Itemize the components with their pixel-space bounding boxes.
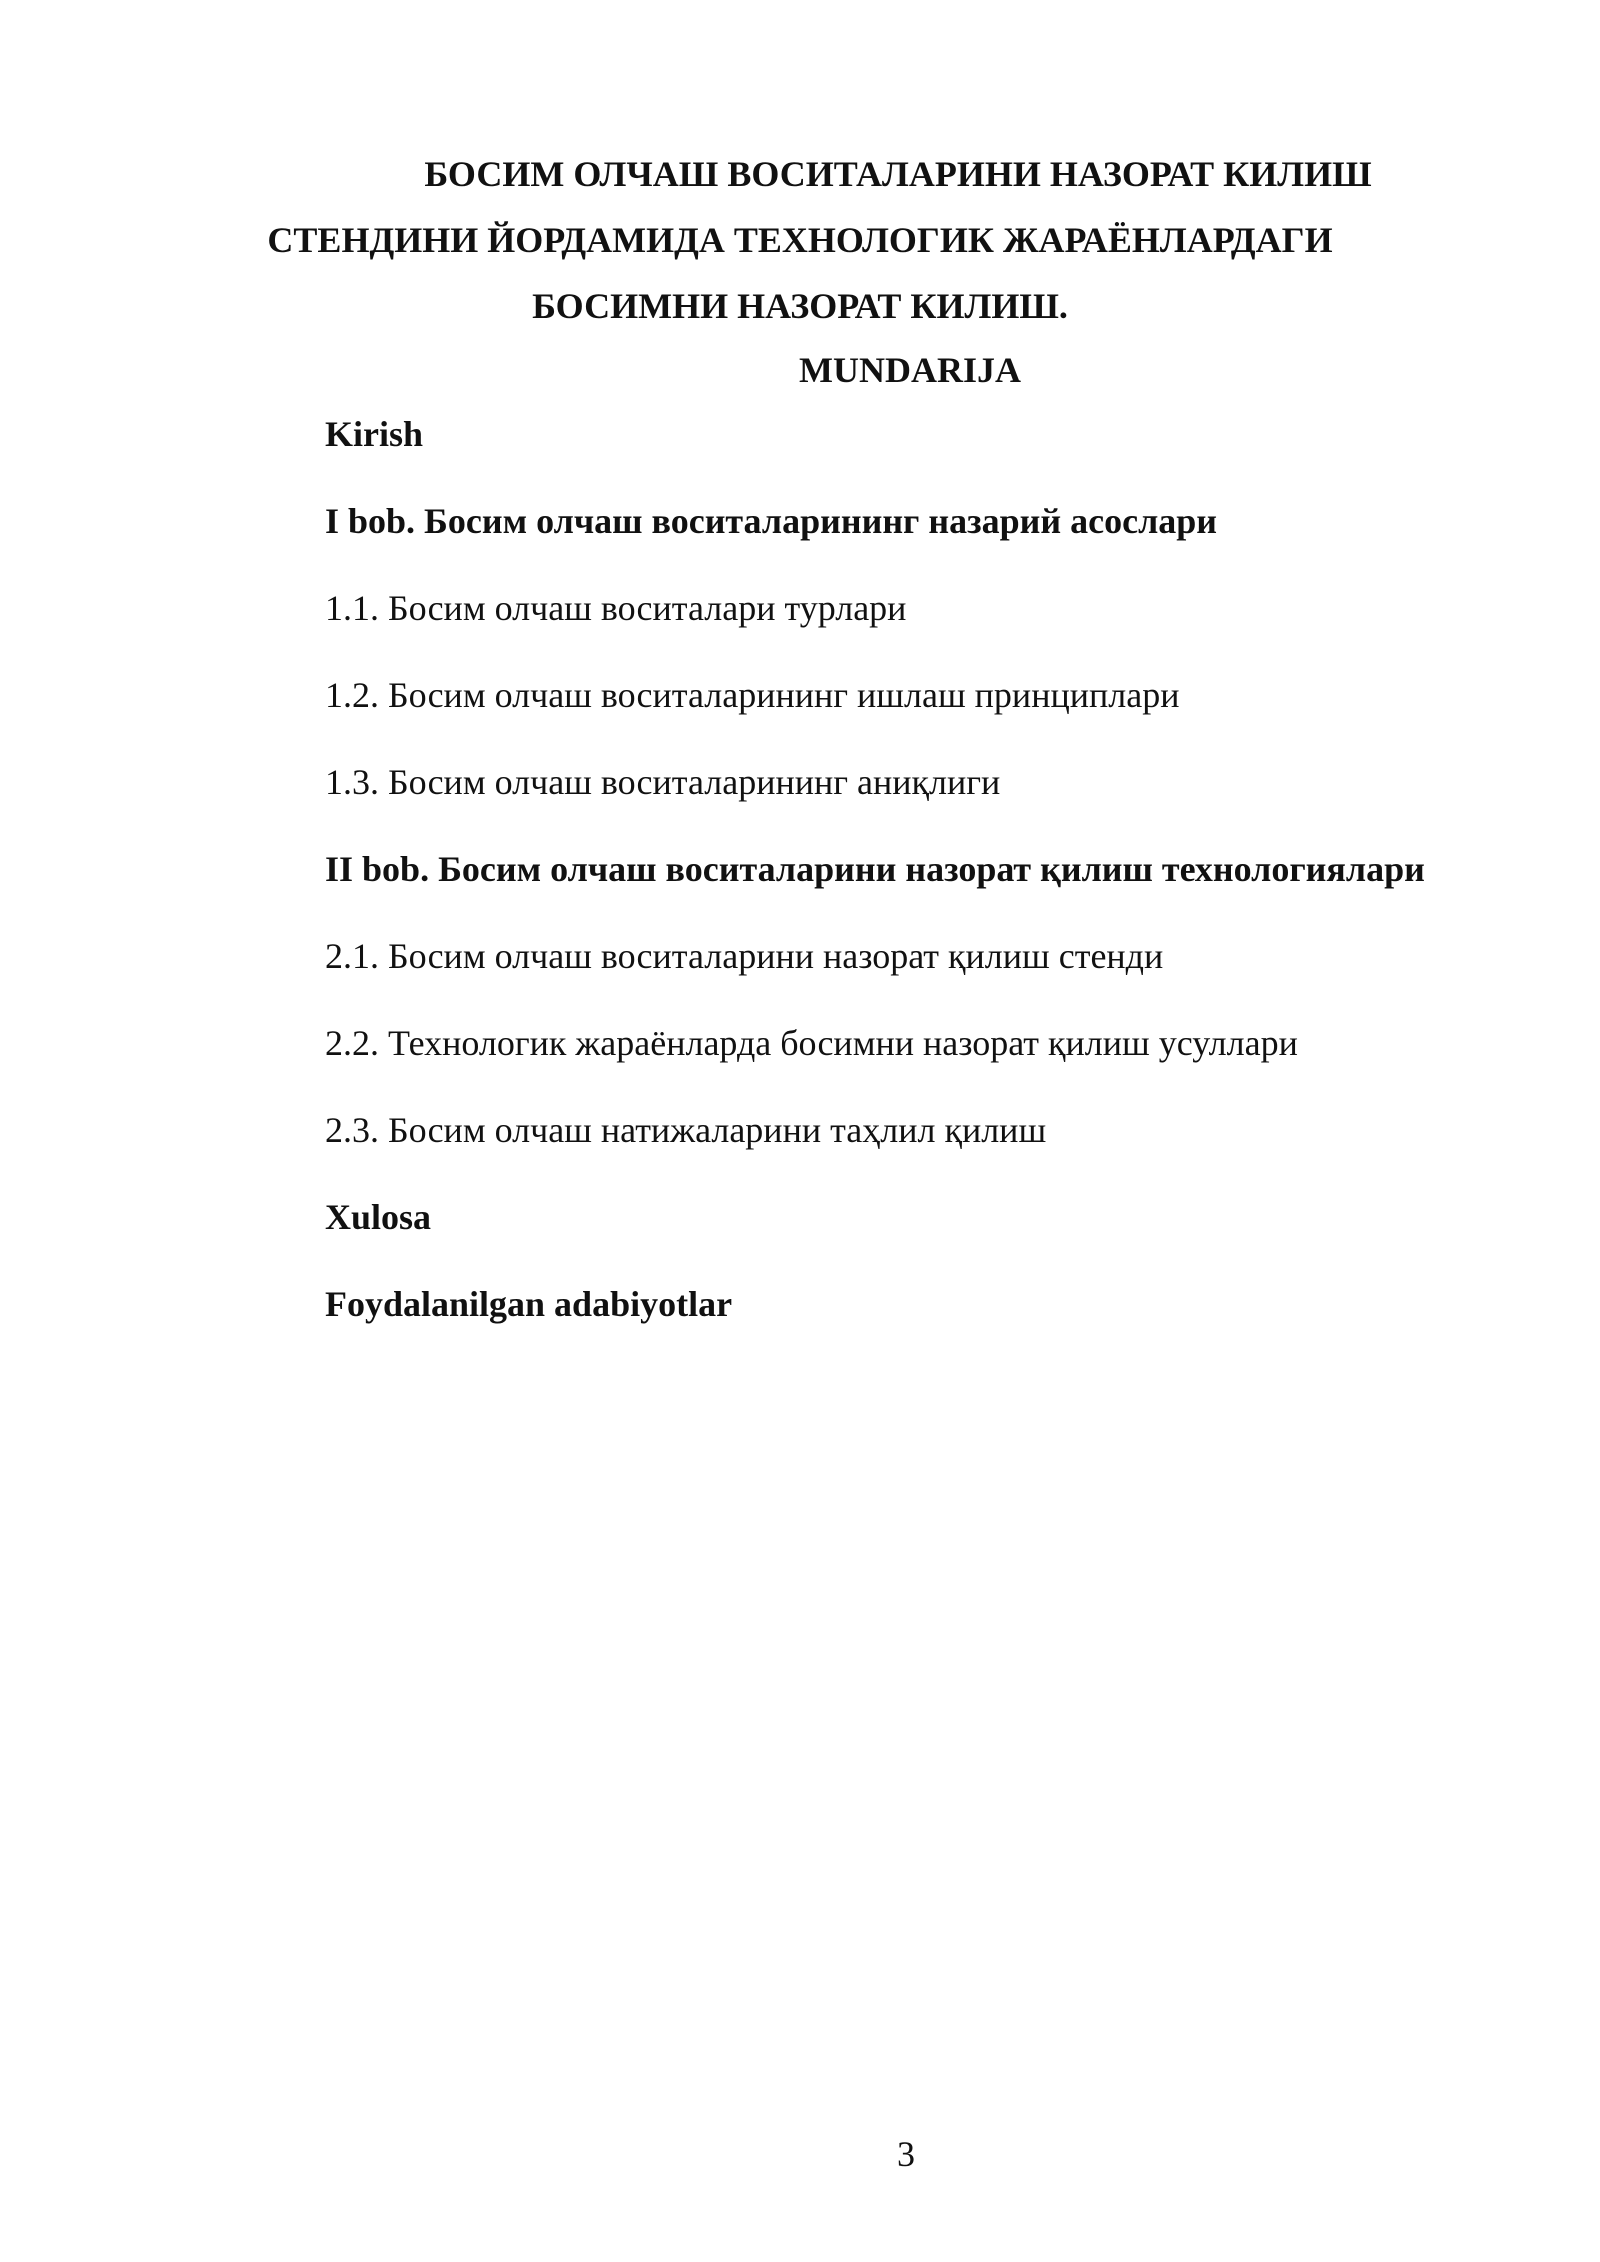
toc-item-conclusion: Xulosa	[325, 1197, 432, 1237]
toc-item-references: Foydalanilgan adabiyotlar	[325, 1284, 733, 1324]
title-line-1: БОСИМ ОЛЧАШ ВОСИТАЛАРИНИ НАЗОРАТ КИЛИШ	[424, 154, 1372, 194]
title-line-2: СТЕНДИНИ ЙОРДАМИДА ТЕХНОЛОГИК ЖАРАЁНЛАРДАГИ	[267, 220, 1333, 260]
toc-item-1-3: 1.3. Босим олчаш воситаларининг аниқлиги	[325, 762, 1001, 802]
toc-item-chapter-2: II bob. Босим олчаш воситаларини назорат қилиш технологиялари	[325, 849, 1425, 889]
toc-item-intro: Kirish	[325, 414, 424, 454]
toc-item-1-2: 1.2. Босим олчаш воситаларининг ишлаш принциплари	[325, 675, 1180, 715]
toc-item-chapter-1: I bob. Босим олчаш воситаларининг назарий асослари	[325, 501, 1218, 541]
toc-item-2-2: 2.2. Технологик жараёнларда босимни назорат қилиш усуллари	[325, 1023, 1298, 1063]
toc-item-1-1: 1.1. Босим олчаш воситалари турлари	[325, 588, 907, 628]
page-number: 3	[897, 2134, 915, 2174]
toc-item-2-3: 2.3. Босим олчаш натижаларини таҳлил қилиш	[325, 1110, 1047, 1150]
toc-heading: MUNDARIJA	[799, 350, 1021, 390]
toc-item-2-1: 2.1. Босим олчаш воситаларини назорат қилиш стенди	[325, 936, 1164, 976]
title-line-3: БОСИМНИ НАЗОРАТ КИЛИШ.	[532, 286, 1068, 326]
